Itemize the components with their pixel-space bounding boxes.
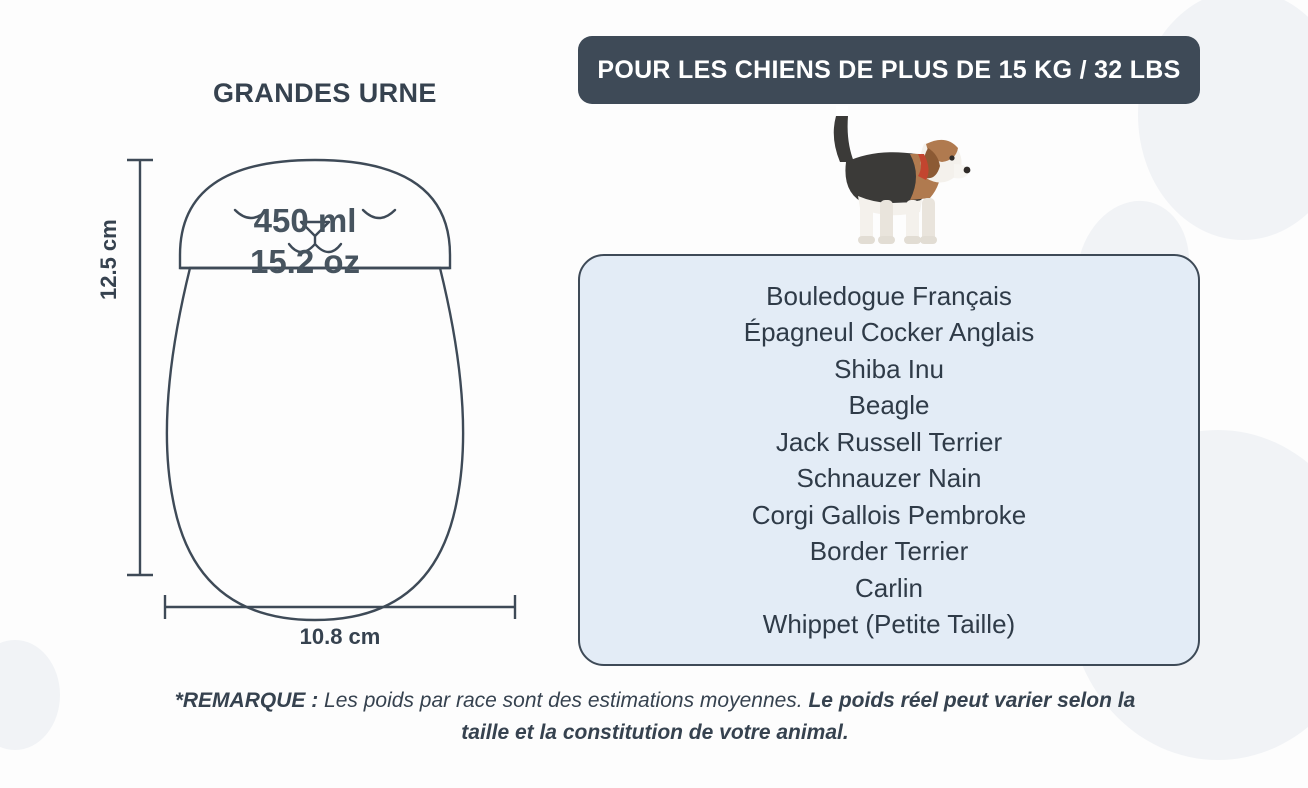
background-blob-decoration [0, 640, 60, 750]
breed-item: Bouledogue Français [766, 280, 1012, 311]
weight-category-banner [578, 36, 1200, 104]
breed-item: Shiba Inu [834, 353, 944, 384]
product-size-title: GRANDES URNE [213, 78, 437, 108]
footnote-body: Les poids par race sont des estimations moyennes. [318, 689, 809, 712]
weight-category-text: POUR LES CHIENS DE PLUS DE 15 KG / 32 LBS [597, 55, 1181, 84]
breed-item: Jack Russell Terrier [775, 426, 1003, 457]
footnote [150, 685, 1160, 748]
dog-illustration [806, 104, 976, 254]
urn-volume-ml: 450 ml [253, 202, 357, 239]
breed-item: Schnauzer Nain [796, 463, 982, 493]
breed-item: Carlin [855, 572, 923, 603]
urn-volume [175, 200, 435, 283]
footnote-emphasis: Le poids réel peut varier selon la taille et la constitution de votre animal. [461, 689, 1136, 744]
footnote-lead: *REMARQUE : [174, 689, 319, 712]
beagle-drawing-svg [806, 104, 976, 254]
urn-width-label: 10.8 cm [299, 624, 381, 649]
breed-item: Border Terrier [809, 536, 969, 566]
urn-height-label: 12.5 cm [96, 219, 121, 300]
breed-item: Whippet (Petite Taille) [762, 609, 1016, 639]
breed-item: Beagle [848, 390, 930, 420]
breed-item: Corgi Gallois Pembroke [751, 499, 1027, 530]
urn-volume-oz: 15.2 oz [249, 243, 361, 281]
breed-item: Épagneul Cocker Anglais [743, 317, 1035, 347]
breed-list-panel [578, 254, 1200, 666]
